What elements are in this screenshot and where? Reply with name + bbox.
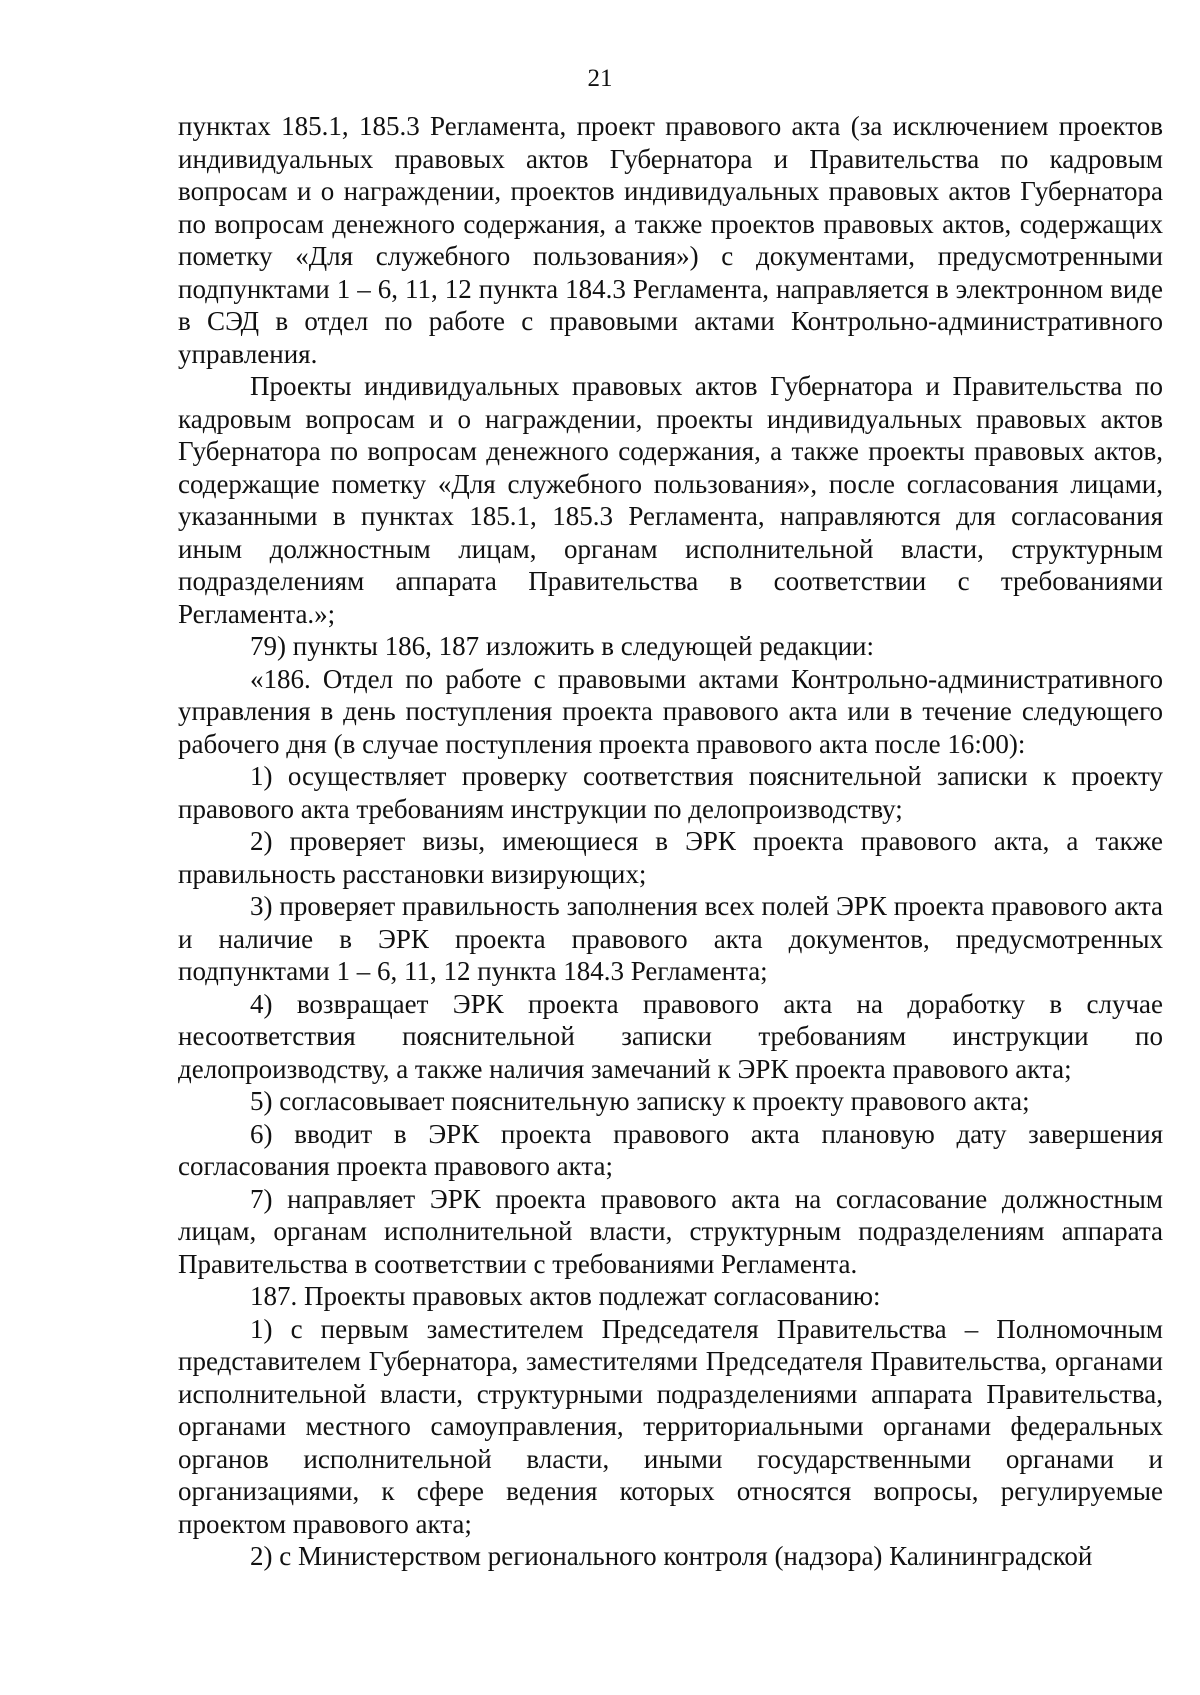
paragraph-clause-186: «186. Отдел по работе с правовыми актами Контрольно-административного управления в день поступления проекта правового акта или в течение следующего рабочего дня (в случае поступления проекта правового акта после 16:00): — [178, 663, 1163, 759]
paragraph-186-sub-1: 1) осуществляет проверку соответствия пояснительной записки к проекту правового акта требованиям инструкции по делопроизводству; — [178, 761, 1163, 824]
paragraph-186-sub-5: 5) согласовывает пояснительную записку к проекту правового акта; — [250, 1086, 1030, 1116]
paragraph-clause-187: 187. Проекты правовых актов подлежат согласованию: — [250, 1281, 881, 1311]
paragraph-187-sub-2: 2) с Министерством регионального контроля (надзора) Калининградской — [250, 1541, 1093, 1571]
paragraph-186-sub-4: 4) возвращает ЭРК проекта правового акта на доработку в случае несоответствия пояснительной записки требованиям инструкции по делопроизводству, а также наличия замечаний к ЭРК проекта правового акта; — [178, 988, 1163, 1084]
paragraph-187-sub-1: 1) с первым заместителем Председателя Правительства – Полномочным представителем Губернатора, заместителями Председателя Правительства, органами исполнительной власти, структурными подразделениями аппарата Правительства, органами местного самоуправления, территориальными органами федеральных органов исполнительной власти, иными государственными органами и организациями, к сфере ведения которых относятся вопросы, регулируемые проектом правового акта; — [178, 1313, 1163, 1539]
document-body — [178, 110, 1163, 1573]
paragraph-186-sub-6: 6) вводит в ЭРК проекта правового акта плановую дату завершения согласования проекта правового акта; — [178, 1118, 1163, 1181]
page-number: 21 — [587, 65, 613, 92]
paragraph-continuation: пунктах 185.1, 185.3 Регламента, проект правового акта (за исключением проектов индивидуальных правовых актов Губернатора и Правительства по кадровым вопросам и о награждении, проектов индивидуальных правовых актов Губернатора по вопросам денежного содержания, а также проектов правовых актов, содержащих пометку «Для служебного пользования») с документами, предусмотренными подпунктами 1 – 6, 11, 12 пункта 184.3 Регламента, направляется в электронном виде в СЭД в отдел по работе с правовыми актами Контрольно-административного управления. — [178, 111, 1163, 369]
paragraph-186-sub-3: 3) проверяет правильность заполнения всех полей ЭРК проекта правового акта и наличие в ЭРК проекта правового акта документов, предусмотренных подпунктами 1 – 6, 11, 12 пункта 184.3 Регламента; — [178, 891, 1163, 986]
paragraph-item-79: 79) пункты 186, 187 изложить в следующей редакции: — [250, 631, 875, 661]
paragraph-individual-acts: Проекты индивидуальных правовых актов Губернатора и Правительства по кадровым вопросам и о награждении, проекты индивидуальных правовых актов Губернатора по вопросам денежного содержания, а также проекты правовых актов, содержащие пометку «Для служебного пользования», после согласования лицами, указанными в пунктах 185.1, 185.3 Регламента, направляются для согласования иным должностным лицам, органам исполнительной власти, структурным подразделениям аппарата Правительства в соответствии с требованиями Регламента.»; — [178, 371, 1163, 629]
paragraph-186-sub-2: 2) проверяет визы, имеющиеся в ЭРК проекта правового акта, а также правильность расстановки визирующих; — [178, 826, 1163, 889]
paragraph-186-sub-7: 7) направляет ЭРК проекта правового акта на согласование должностным лицам, органам исполнительной власти, структурным подразделениям аппарата Правительства в соответствии с требованиями Регламента. — [178, 1183, 1163, 1279]
